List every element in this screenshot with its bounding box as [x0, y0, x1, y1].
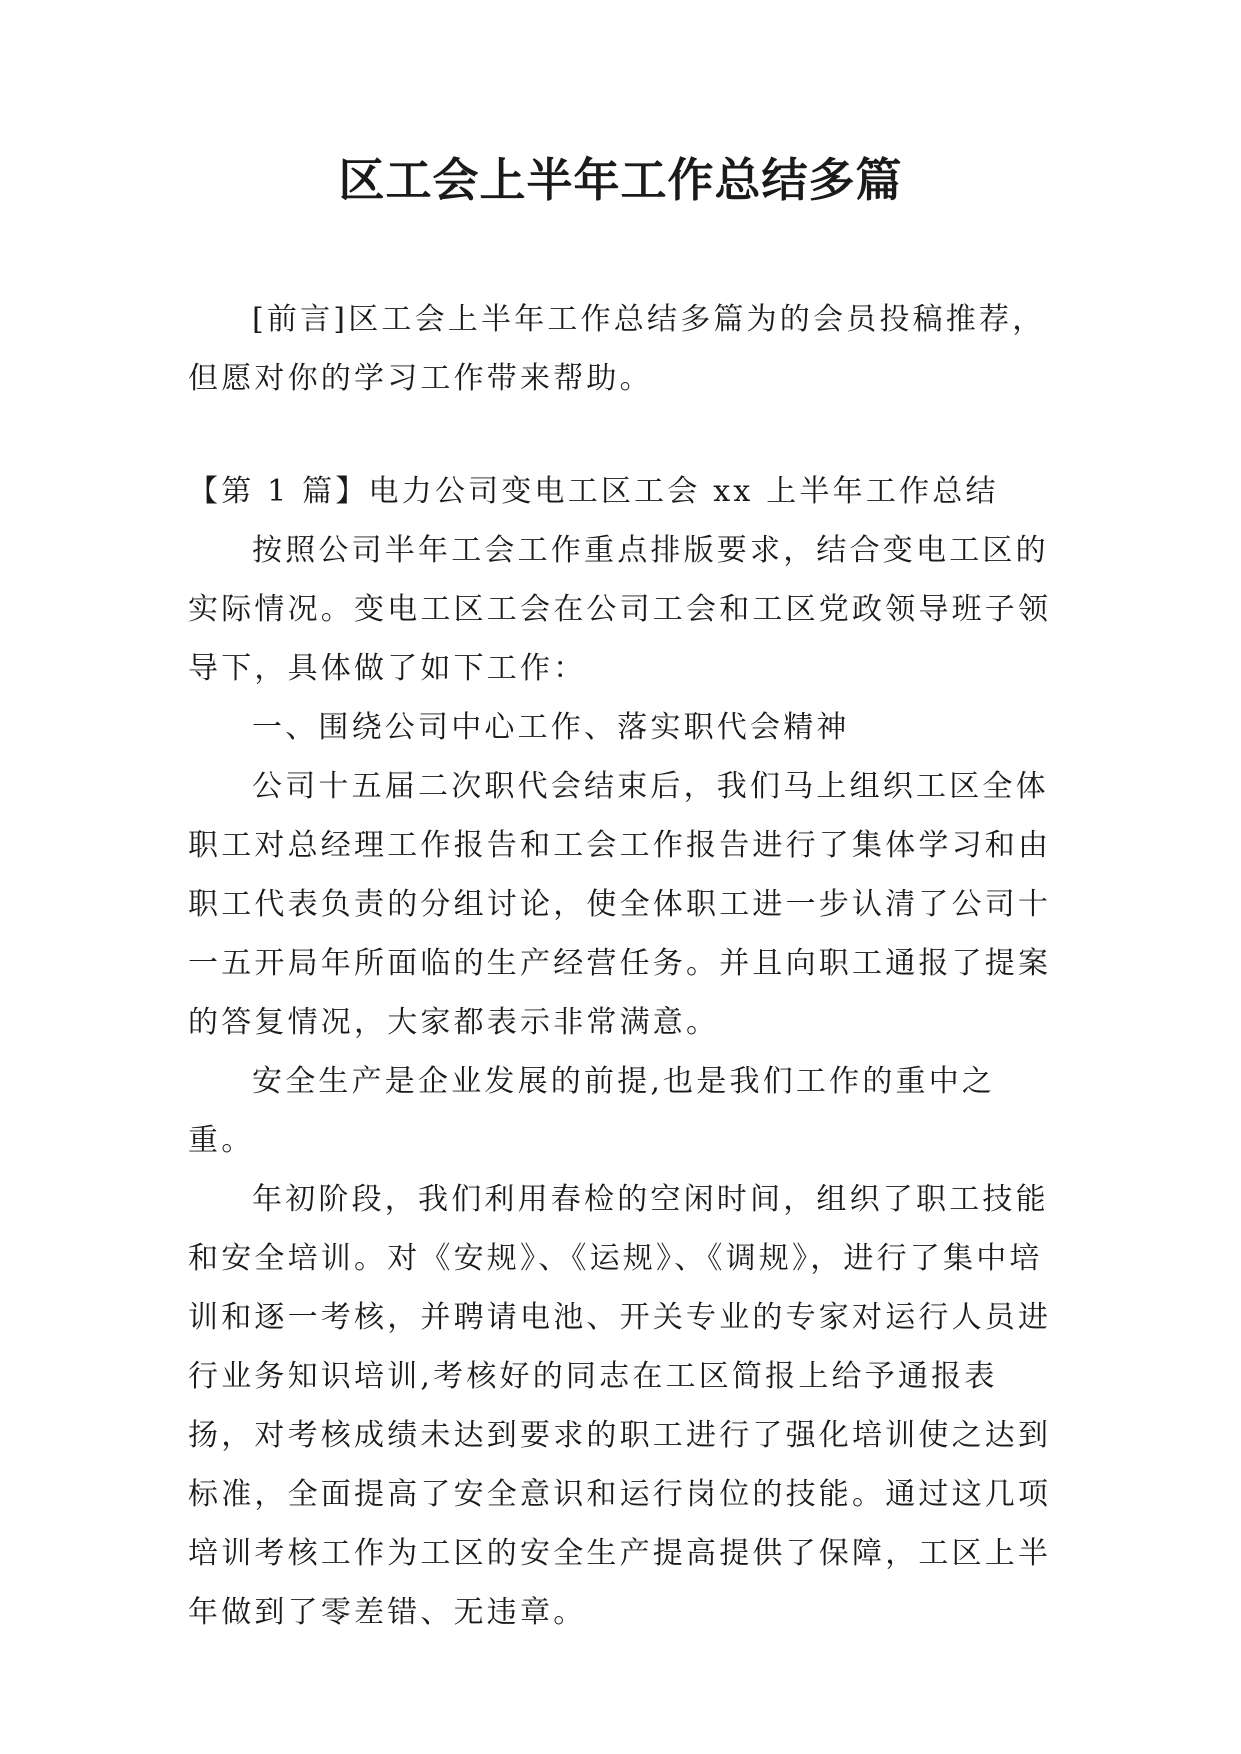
document-title: 区工会上半年工作总结多篇: [338, 153, 903, 207]
subsection-heading: 一、围绕公司中心工作、落实职代会精神: [252, 710, 850, 745]
body-paragraph: 安全生产是企业发展的前提,也是我们工作的重中之重。: [188, 1064, 996, 1158]
section-1: [188, 462, 1056, 1642]
preface-paragraph: [前言]区工会上半年工作总结多篇为的会员投稿推荐，但愿对你的学习工作带来帮助。: [188, 302, 1046, 396]
body-paragraph: 按照公司半年工会工作重点排版要求，结合变电工区的实际情况。变电工区工会在公司工会和工区党政领导班子领导下，具体做了如下工作：: [188, 533, 1052, 686]
body-paragraph: 公司十五届二次职代会结束后，我们马上组织工区全体职工对总经理工作报告和工会工作报告进行了集体学习和由职工代表负责的分组讨论，使全体职工进一步认清了公司十一五开局年所面临的生产经营任务。并且向职工通报了提案的答复情况，大家都表示非常满意。: [188, 769, 1052, 1040]
section-heading: 【第 1 篇】电力公司变电工区工会 xx 上半年工作总结: [188, 474, 999, 509]
body-paragraph: 年初阶段，我们利用春检的空闲时间，组织了职工技能和安全培训。对《安规》、《运规》、《调规》，进行了集中培训和逐一考核，并聘请电池、开关专业的专家对运行人员进行业务知识培训,考核好的同志在工区简报上给予通报表扬，对考核成绩未达到要求的职工进行了强化培训使之达到标准，全面提高了安全意识和运行岗位的技能。通过这几项培训考核工作为工区的安全生产提高提供了保障，工区上半年做到了零差错、无违章。: [188, 1182, 1052, 1630]
